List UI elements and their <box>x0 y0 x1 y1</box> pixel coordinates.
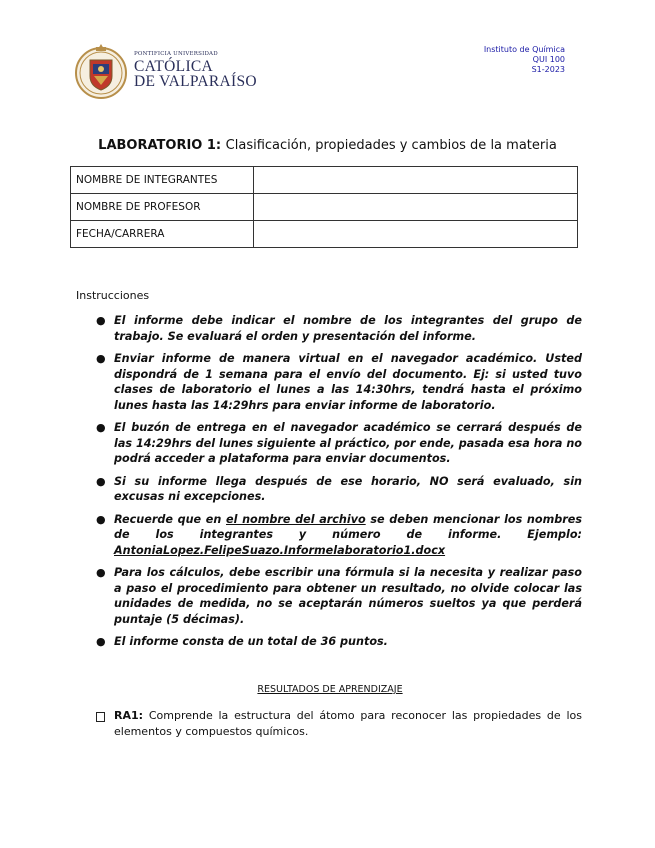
ra1-text: Comprende la estructura del átomo para reconocer las propiedades de los elementos y compuestos químicos. <box>114 709 582 738</box>
university-seal-icon <box>74 40 128 102</box>
page-title <box>0 138 655 153</box>
underlined-text: el nombre del archivo <box>226 512 366 526</box>
table-value-field[interactable] <box>254 194 578 221</box>
logo-line-2: CATÓLICA <box>134 57 214 75</box>
course-code: QUI 100 <box>532 55 565 64</box>
results-heading: RESULTADOS DE APRENDIZAJE <box>257 684 403 695</box>
list-item: ● El buzón de entrega en el navegador académico se cerrará después de las 14:29hrs del lunes siguiente al práctico, por ende, pasada esa hora no podrá acceder a plataforma para enviar documentos. <box>96 421 582 465</box>
list-item: ● Recuerde que en el nombre del archivo se deben mencionar los nombres de los integrantes y número de informe. Ejemplo: AntoniaLopez.FelipeSuazo.Informelaboratorio1.docx <box>96 512 582 557</box>
bullet-icon: ● <box>96 512 106 526</box>
list-item: ● Para los cálculos, debe escribir una fórmula si la necesita y realizar paso a paso el procedimiento para obtener un resultado, no olvide colocar las unidades de medida, no se aceptarán números sueltos ya que perderá puntaje (5 décimas). <box>96 566 582 626</box>
bullet-icon: ● <box>96 474 106 488</box>
table-row <box>71 194 578 221</box>
list-item: ● Enviar informe de manera virtual en el navegador académico. Usted dispondrá de 1 semana para el envío del documento. Ej: si usted tuvo clases de laboratorio el lunes a las 14:30hrs, tendrá hasta el próximo lunes hasta las 14:29hrs para enviar informe de laboratorio. <box>96 352 582 412</box>
info-table <box>70 166 578 248</box>
learning-outcome <box>96 708 582 740</box>
bullet-icon: ● <box>96 421 106 434</box>
list-item: ● El informe debe indicar el nombre de los integrantes del grupo de trabajo. Se evaluará el orden y presentación del informe. <box>96 314 582 343</box>
checkbox-icon <box>96 712 105 722</box>
semester: S1-2023 <box>531 65 565 74</box>
instructions-heading: Instrucciones <box>76 289 150 302</box>
bullet-icon: ● <box>96 314 106 327</box>
table-label: NOMBRE DE PROFESOR <box>71 194 254 221</box>
bullet-icon: ● <box>96 566 106 579</box>
title-text: Clasificación, propiedades y cambios de la materia <box>225 138 557 153</box>
bullet-icon: ● <box>96 635 106 648</box>
table-value-field[interactable] <box>254 167 578 194</box>
table-row <box>71 221 578 248</box>
filename-example: AntoniaLopez.FelipeSuazo.Informelaboratorio1.docx <box>114 543 446 557</box>
title-prefix: LABORATORIO 1: <box>98 138 222 153</box>
table-row <box>71 167 578 194</box>
table-value-field[interactable] <box>254 221 578 248</box>
course-header <box>484 45 565 75</box>
university-logo <box>74 40 257 102</box>
logo-line-1: PONTIFICIA UNIVERSIDAD <box>134 51 218 58</box>
ra1-label: RA1: <box>114 709 144 722</box>
list-item: ● Si su informe llega después de ese horario, NO será evaluado, sin excusas ni excepciones. <box>96 474 582 503</box>
list-item: ● El informe consta de un total de 36 puntos. <box>96 635 388 648</box>
table-label: NOMBRE DE INTEGRANTES <box>71 167 254 194</box>
bullet-icon: ● <box>96 352 106 365</box>
table-label: FECHA/CARRERA <box>71 221 254 248</box>
institute-name: Instituto de Química <box>483 45 565 54</box>
instructions-list <box>96 313 582 657</box>
logo-line-3: DE VALPARAÍSO <box>134 73 257 91</box>
